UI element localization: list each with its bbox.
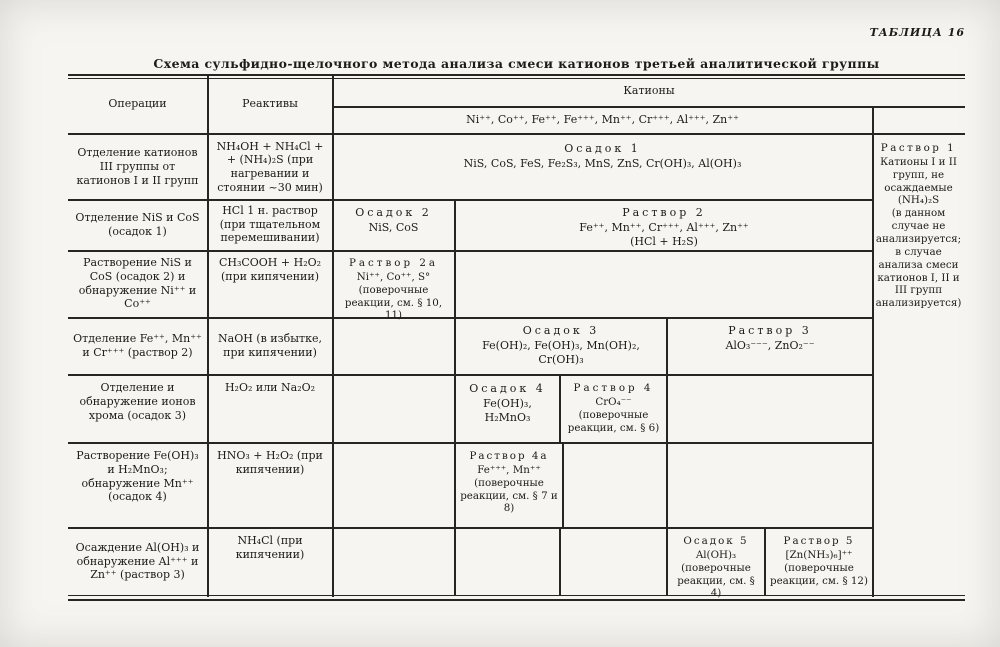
solution-4a-label: Раствор 4а [469, 450, 549, 462]
row6-operation-text: Растворение Fe(OH)₃ и H₂MnO₃; обнаружение Mn⁺⁺ (осадок 4) [76, 449, 199, 504]
row6-operation-cell [69, 444, 206, 526]
sediment-4-formulas: Fe(OH)₃, H₂MnO₃ [483, 396, 532, 424]
solution-1-note: (в данном случае не анализируется; в случае анализа смеси катионов I, II и III групп анализируется) [875, 207, 962, 310]
sediment-2-label: Осадок 2 [355, 206, 432, 219]
sediment-1-formulas: NiS, CoS, FeS, Fe₂S₃, MnS, ZnS, Cr(OH)₃, Al(OH)₃ [463, 156, 742, 170]
cation-list-subheader [333, 106, 872, 133]
solution-2-cell [456, 201, 872, 249]
solution-4-label: Раствор 4 [573, 382, 654, 394]
solution-1-label: Раствор 1 [880, 142, 957, 154]
row3-operation-cell [69, 251, 206, 316]
row2-reagent-cell [209, 200, 331, 249]
row6-reagent-text: HNO₃ + H₂O₂ (при кипячении) [217, 449, 323, 476]
solution-4-cell [561, 377, 666, 441]
row5-cell-divider-c [666, 374, 668, 442]
sediment-2-cell [333, 201, 454, 249]
row5-reagent-cell [209, 376, 331, 442]
solution-2-note: (HCl + H₂S) [630, 234, 698, 248]
header-bottom-rule [68, 133, 965, 135]
cations-header-label: Катионы [623, 83, 675, 97]
row5-reagent-text: H₂O₂ или Na₂O₂ [224, 381, 316, 394]
operations-header-label: Операции [108, 97, 167, 111]
row6-cell-divider-c [666, 442, 668, 527]
row3-operation-text: Растворение NiS и CoS (осадок 2) и обнаружение Ni⁺⁺ и Co⁺⁺ [78, 256, 197, 311]
table-title: Схема сульфидно-щелочного метода анализа смеси катионов третьей аналитической группы [153, 56, 880, 71]
sediment-3-formulas: Fe(OH)₂, Fe(OH)₃, Mn(OH)₂, Cr(OH)₃ [482, 338, 640, 366]
row7-cell-divider-a [454, 527, 456, 595]
row7-operation-cell [69, 529, 206, 594]
solution-5-formulas: [Zn(NH₃)₆]⁺⁺ (поверочные реакции, см. § 12) [769, 548, 869, 587]
sediment-5-formulas: Al(OH)₃ (поверочные реакции, см. § 4) [677, 548, 755, 600]
row7-reagent-text: NH₄Cl (при кипячении) [235, 534, 305, 561]
bottom-rule-thick [68, 599, 965, 601]
row2-operation-cell [69, 200, 206, 249]
sediment-2-formulas: NiS, CoS [368, 220, 419, 234]
row4-reagent-text: NaOH (в избытке, при кипячении) [218, 331, 322, 359]
sediment-3-label: Осадок 3 [522, 324, 600, 337]
sediment-3-cell [456, 319, 666, 373]
row6-reagent-cell [209, 444, 331, 526]
row4-operation-cell [69, 318, 206, 373]
row7-cell-divider-b [559, 527, 561, 595]
sediment-4-cell [456, 377, 559, 441]
solution-4a-note: (поверочные реакции, см. § 7 и 8) [460, 476, 558, 515]
column-header-cations [333, 75, 965, 106]
solution-1-text: Катионы I и II групп, не осаждаемые (NH₄)₂S [880, 155, 957, 207]
row5-operation-text: Отделение и обнаружение ионов хрома (осадок 3) [79, 381, 196, 422]
solution-2a-label: Раствор 2а [348, 257, 439, 269]
row3-reagent-cell [209, 251, 331, 316]
solution-2-formulas: Fe⁺⁺, Mn⁺⁺, Cr⁺⁺⁺, Al⁺⁺⁺, Zn⁺⁺ [579, 220, 749, 234]
sediment-1-cell [333, 137, 872, 198]
row5-operation-cell [69, 376, 206, 442]
sediment-4-label: Осадок 4 [469, 382, 546, 395]
sediment-1-label: Осадок 1 [564, 142, 641, 155]
solution-2-label: Раствор 2 [622, 206, 706, 219]
solution-2a-note: (поверочные реакции, см. § 10, 11) [344, 283, 443, 322]
row2-operation-text: Отделение NiS и CoS (осадок 1) [75, 210, 200, 238]
row7-operation-text: Осаждение Al(OH)₃ и обнаружение Al⁺⁺⁺ и Zn⁺⁺ (раствор 3) [75, 540, 200, 582]
bottom-rule-thin [68, 595, 965, 596]
row1-reagent-text: NH₄OH + NH₄Cl + + (NH₄)₂S (при нагревании и стоянии ~30 мин) [216, 139, 324, 194]
solution-3-cell [668, 319, 872, 373]
table-number-label: ТАБЛИЦА 16 [869, 26, 965, 39]
solution-2a-formulas: Ni⁺⁺, Co⁺⁺, S° [356, 270, 431, 283]
solution-3-label: Раствор 3 [728, 324, 812, 337]
reagents-header-label: Реактивы [242, 97, 298, 111]
row1-reagent-cell [209, 136, 331, 198]
solution-5-cell [766, 530, 872, 594]
solution-4a-cell [456, 445, 562, 526]
cation-list-text: Ni⁺⁺, Co⁺⁺, Fe⁺⁺, Fe⁺⁺⁺, Mn⁺⁺, Cr⁺⁺⁺, Al⁺⁺⁺, Zn⁺⁺ [466, 112, 739, 126]
row3-reagent-text: CH₃COOH + H₂O₂ (при кипячении) [218, 256, 322, 283]
solution-4-formulas: CrO₄⁻⁻ (поверочные реакции, см. § 6) [567, 395, 660, 434]
column-header-operations [68, 75, 207, 133]
solution-2a-cell [333, 252, 454, 322]
row2-reagent-text: HCl 1 н. раствор (при тщательном перемешивании) [219, 203, 321, 245]
solution-3-formulas: AlO₃⁻⁻⁻, ZnO₂⁻⁻ [725, 338, 815, 352]
row6-cell-divider-b [562, 442, 564, 527]
solution-4a-formulas: Fe⁺⁺⁺, Mn⁺⁺ [477, 463, 541, 476]
sediment-5-label: Осадок 5 [683, 535, 749, 547]
solution-1-cell [874, 137, 963, 595]
column-header-reagents [208, 75, 332, 133]
row1-operation-cell [69, 136, 206, 198]
row3-cell-divider [454, 250, 456, 317]
row7-reagent-cell [209, 529, 331, 594]
row1-operation-text: Отделение катионов III группы от катионов I и II групп [76, 146, 199, 187]
row4-operation-text: Отделение Fe⁺⁺, Mn⁺⁺ и Cr⁺⁺⁺ (раствор 2) [73, 331, 202, 359]
sediment-5-cell [668, 530, 764, 600]
row4-reagent-cell [209, 318, 331, 373]
solution-5-label: Раствор 5 [783, 535, 855, 547]
